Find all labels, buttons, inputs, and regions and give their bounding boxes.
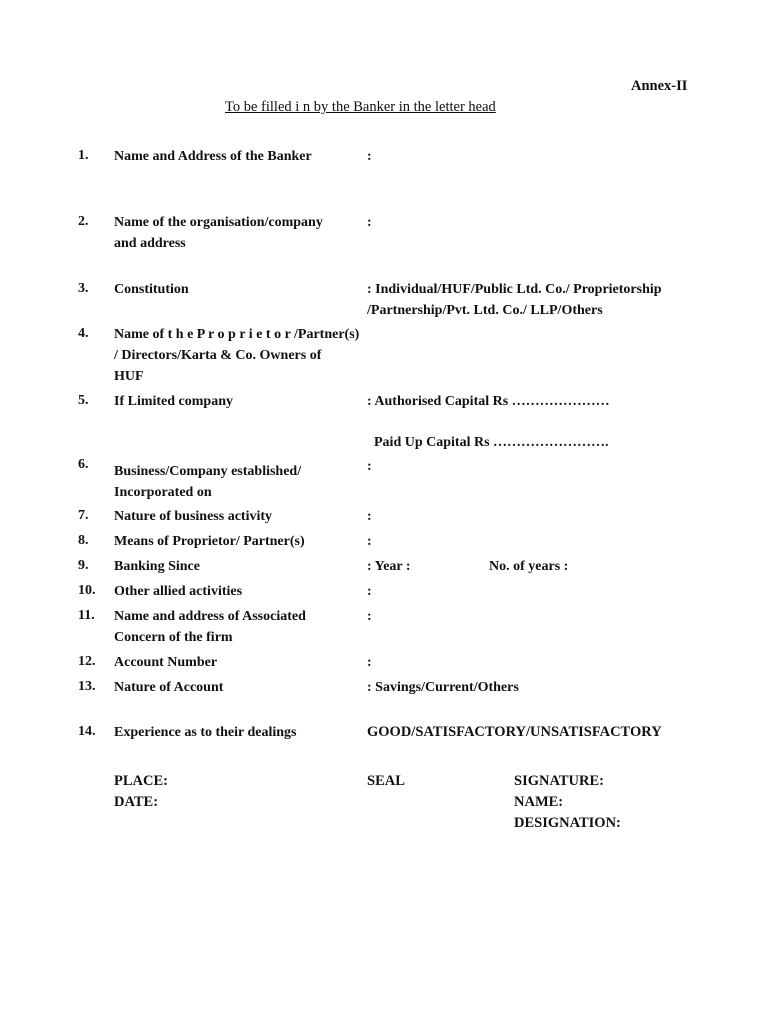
row-label: Name of t h e P r o p r i e t o r /Partner(s) [114, 327, 360, 342]
row-number: 2. [78, 214, 89, 229]
row-number: 7. [78, 508, 89, 523]
row-label: Means of Proprietor/ Partner(s) [114, 534, 305, 549]
seal-label: SEAL [367, 773, 405, 789]
row-label: Other allied activities [114, 584, 243, 599]
row-label: Incorporated on [114, 485, 212, 500]
paid-up-capital-field: Paid Up Capital Rs ……………………. [374, 435, 609, 450]
row-label: Name and address of Associated [114, 609, 306, 624]
place-label: PLACE: [114, 773, 168, 789]
row-value: : [367, 509, 372, 524]
row-value: : [367, 215, 372, 230]
row-number: 6. [78, 457, 89, 472]
row-label: Business/Company established/ [114, 464, 302, 479]
row-label: Name and Address of the Banker [114, 149, 312, 164]
number-of-years-field: No. of years : [489, 559, 569, 574]
authorised-capital-field: : Authorised Capital Rs ………………… [367, 394, 610, 409]
row-number: 3. [78, 281, 89, 296]
row-number: 5. [78, 393, 89, 408]
row-number: 10. [78, 583, 96, 598]
row-label: Nature of business activity [114, 509, 273, 524]
row-value: : [367, 459, 372, 474]
row-number: 14. [78, 724, 96, 739]
name-label: NAME: [514, 794, 564, 810]
row-value: : [367, 534, 372, 549]
row-value: : Individual/HUF/Public Ltd. Co./ Proprietorship [367, 282, 662, 297]
row-label: HUF [114, 369, 144, 384]
row-label: Name of the organisation/company [114, 215, 323, 230]
annex-label: Annex-II [631, 78, 688, 94]
row-value: GOOD/SATISFACTORY/UNSATISFACTORY [367, 724, 662, 740]
row-number: 13. [78, 679, 96, 694]
form-subtitle: To be filled i n by the Banker in the letter head [225, 99, 496, 115]
row-label: Nature of Account [114, 680, 224, 695]
row-label: and address [114, 236, 186, 251]
row-label: If Limited company [114, 394, 233, 409]
row-value: : [367, 584, 372, 599]
row-value: : [367, 149, 372, 164]
row-label: Banking Since [114, 559, 200, 574]
row-label: Concern of the firm [114, 630, 233, 645]
row-label: Experience as to their dealings [114, 725, 297, 740]
row-number: 8. [78, 533, 89, 548]
designation-label: DESIGNATION: [514, 815, 621, 831]
row-value: : [367, 609, 372, 624]
date-label: DATE: [114, 794, 159, 810]
row-value: /Partnership/Pvt. Ltd. Co./ LLP/Others [367, 303, 603, 318]
row-value: : [367, 655, 372, 670]
banking-year-field: : Year : [367, 559, 411, 574]
row-number: 9. [78, 558, 89, 573]
row-number: 4. [78, 326, 89, 341]
row-number: 1. [78, 148, 89, 163]
signature-label: SIGNATURE: [514, 773, 604, 789]
row-label: Constitution [114, 282, 189, 297]
row-label: / Directors/Karta & Co. Owners of [114, 348, 322, 363]
row-number: 12. [78, 654, 96, 669]
row-label: Account Number [114, 655, 218, 670]
row-number: 11. [78, 608, 95, 623]
row-value: : Savings/Current/Others [367, 680, 519, 695]
